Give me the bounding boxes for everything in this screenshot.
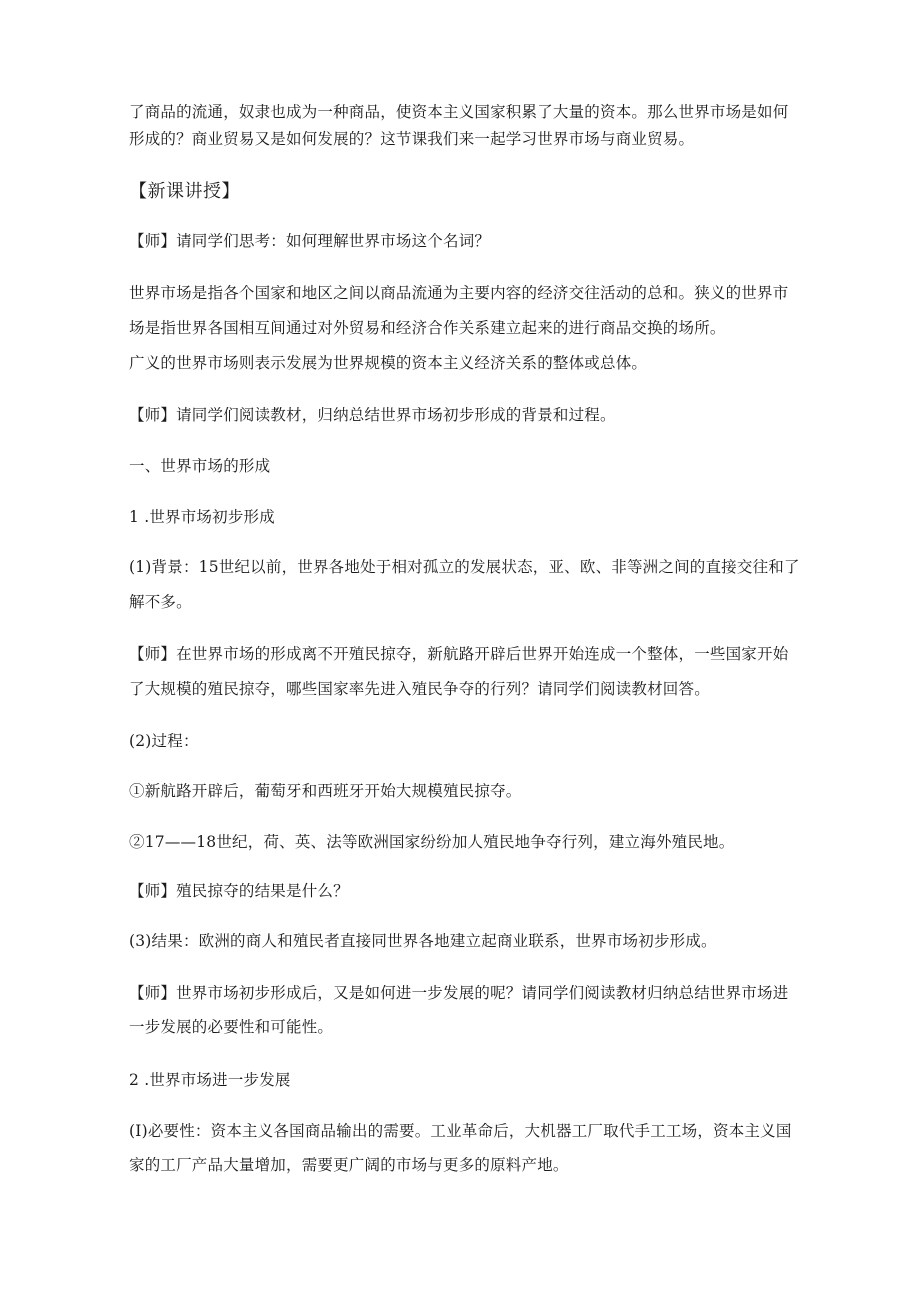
background-line-2: 解不多。: [129, 593, 192, 611]
process-item-1: ①新航路开辟后，葡萄牙和西班牙开始大规模殖民掠夺。: [129, 782, 522, 800]
teacher-question-5-line-1: 【师】世界市场初步形成后，又是如何进一步发展的呢？请同学们阅读教材归纳总结世界市场进: [129, 984, 789, 1002]
definition-line-2: 场是指世界各国相互间通过对外贸易和经济合作关系建立起来的进行商品交换的场所。: [129, 319, 726, 337]
intro-line-2: 形成的？商业贸易又是如何发展的？这节课我们来一起学习世界市场与商业贸易。: [129, 130, 695, 148]
definition-line-1: 世界市场是指各个国家和地区之间以商品流通为主要内容的经济交往活动的总和。狭义的世界市: [129, 284, 789, 302]
teacher-question-4: 【师】殖民掠夺的结果是什么？: [129, 882, 349, 900]
sub1-title: 1 .世界市场初步形成: [129, 508, 275, 526]
process-title: (2)过程：: [129, 732, 199, 750]
part1-title: 一、世界市场的形成: [129, 457, 271, 475]
teacher-question-5-line-2: 一步发展的必要性和可能性。: [129, 1018, 334, 1036]
section-heading: 【新课讲授】: [129, 181, 240, 202]
definition-line-3: 广义的世界市场则表示发展为世界规模的资本主义经济关系的整体或总体。: [129, 354, 648, 372]
intro-line-1: 了商品的流通，奴隶也成为一种商品，使资本主义国家积累了大量的资本。那么世界市场是如何: [129, 103, 789, 121]
necessity-line-1: (I)必要性：资本主义各国商品输出的需要。工业革命后，大机器工厂取代手工工场，资本主义国: [129, 1122, 792, 1140]
background-line-1: (1)背景：15世纪以前，世界各地处于相对孤立的发展状态，亚、欧、非等洲之间的直接交往和了: [129, 558, 800, 576]
result-text: (3)结果：欧洲的商人和殖民者直接同世界各地建立起商业联系，世界市场初步形成。: [129, 932, 717, 950]
sub2-title: 2 .世界市场进一步发展: [129, 1071, 291, 1089]
necessity-line-2: 家的工厂产品大量增加，需要更广阔的市场与更多的原料产地。: [129, 1156, 569, 1174]
teacher-question-3-line-1: 【师】在世界市场的形成离不开殖民掠夺，新航路开辟后世界开始连成一个整体，一些国家开始: [129, 645, 789, 663]
process-item-2: ②17——18世纪，荷、英、法等欧洲国家纷纷加人殖民地争夺行列，建立海外殖民地。: [129, 833, 735, 851]
teacher-question-1: 【师】请同学们思考：如何理解世界市场这个名词？: [129, 232, 491, 250]
teacher-question-3-line-2: 了大规模的殖民掠夺，哪些国家率先进入殖民争夺的行列？请同学们阅读教材回答。: [129, 680, 710, 698]
teacher-question-2: 【师】请同学们阅读教材，归纳总结世界市场初步形成的背景和过程。: [129, 406, 616, 424]
